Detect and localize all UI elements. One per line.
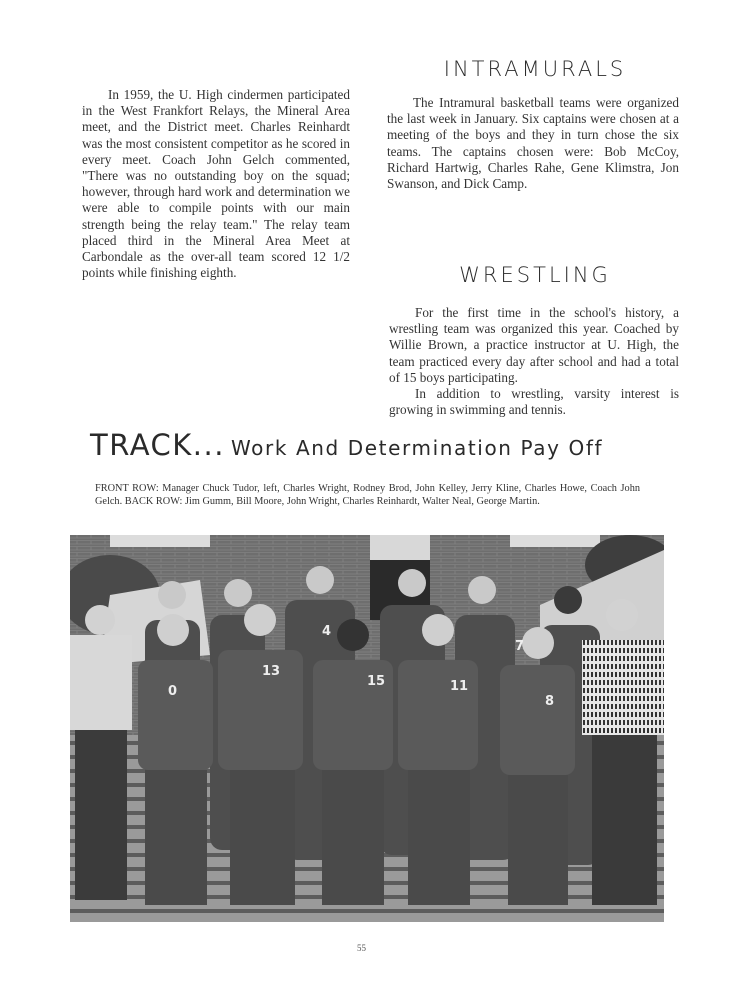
jersey-number: 8 bbox=[545, 694, 555, 709]
page-number: 55 bbox=[357, 943, 366, 953]
track-section-title bbox=[90, 428, 603, 462]
jersey-number: 4 bbox=[322, 624, 332, 639]
wrestling-text bbox=[389, 305, 679, 418]
jersey-number: 0 bbox=[168, 684, 178, 699]
window bbox=[110, 535, 210, 547]
wrestling-heading: WRESTLING bbox=[459, 263, 611, 287]
track-article-paragraph: In 1959, the U. High cindermen participated in the West Frankfort Relays, the Mineral Area meet, and the District meet. Charles Reinhardt was the most consistent competitor as he scored in every meet. Coach John Gelch commented, "There was no outstanding boy on the squad; however, through hard work and determination we were able to compile points with our main strength being the relay team." The relay team placed third in the Mineral Area Meet at Carbondale as the over-all team scored 12 1/2 points while finishing eighth. bbox=[82, 87, 350, 281]
wrestling-paragraph: In addition to wrestling, varsity interest is growing in swimming and tennis. bbox=[389, 386, 679, 418]
intramurals-heading: INTRAMURALS bbox=[443, 57, 627, 81]
front-row-players bbox=[138, 650, 575, 775]
jersey-number: 11 bbox=[450, 679, 469, 694]
jersey-number: 15 bbox=[367, 674, 386, 689]
window bbox=[510, 535, 600, 547]
coach-pants bbox=[592, 735, 657, 905]
intramurals-text bbox=[387, 95, 679, 192]
wrestling-paragraph: For the first time in the school's history, a wrestling team was organized this year. Coached by Willie Brown, a practice instructor at U. High, the team practiced every day after school and had a total of 15 boys participating. bbox=[389, 305, 679, 385]
track-article-text bbox=[82, 87, 350, 281]
track-title-main: TRACK... bbox=[90, 428, 225, 462]
intramurals-paragraph: The Intramural basketball teams were organized the last week in January. Six captains were chosen at a meeting of the boys and they in turn chose the six teams. The captains chosen were: Bob McCoy, Richard Hartwig, Charles Rahe, Gene Klimstra, Jon Swanson, and Dick Camp. bbox=[387, 95, 679, 192]
jersey-number: 13 bbox=[262, 664, 281, 679]
track-title-sub: Work And Determination Pay Off bbox=[230, 436, 604, 460]
photo-caption: FRONT ROW: Manager Chuck Tudor, left, Charles Wright, Rodney Brod, John Kelley, Jerry Kline, Charles Howe, Coach John Gelch. BACK ROW: Jim Gumm, Bill Moore, John Wright, Charles Reinhardt, Walter Neal, George Martin. bbox=[95, 483, 640, 507]
coach-shirt bbox=[582, 640, 664, 735]
track-team-photo bbox=[70, 535, 664, 922]
team-photo-illustration bbox=[70, 535, 664, 922]
window bbox=[370, 535, 430, 560]
manager-shirt bbox=[70, 635, 132, 730]
jersey-number: 7 bbox=[515, 639, 525, 654]
manager-pants bbox=[75, 730, 127, 900]
